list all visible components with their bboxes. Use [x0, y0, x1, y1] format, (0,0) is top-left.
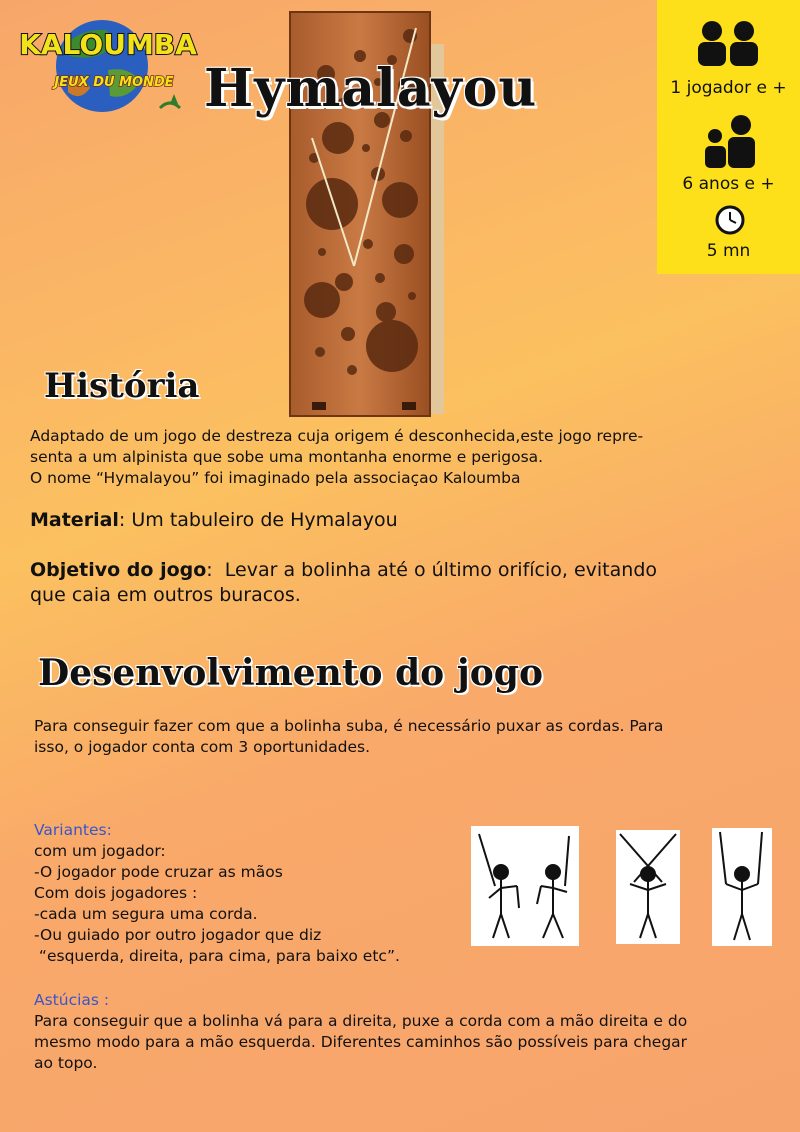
astucias-block: [34, 990, 784, 1074]
astucias-line: mesmo modo para a mão esquerda. Diferentes caminhos são possíveis para chegar: [34, 1033, 688, 1051]
adult-child-icon: [702, 114, 758, 170]
objetivo-label: Objetivo do jogo: [30, 559, 207, 581]
desenvolvimento-text: [34, 716, 774, 758]
logo-tagline: JEUX DU MONDE: [54, 75, 174, 90]
variantes-line: com um jogador:: [34, 842, 166, 860]
age-text: 6 anos e +: [682, 174, 775, 194]
desenvolvimento-line: isso, o jogador conta com 3 oportunidades.: [34, 738, 371, 756]
game-title: Hymalayou: [204, 58, 538, 119]
two-players-figure-image: [471, 826, 579, 946]
variantes-heading: Variantes:: [34, 821, 112, 839]
clock-icon: [715, 205, 745, 235]
desenvolvimento-line: Para conseguir fazer com que a bolinha suba, é necessário puxar as cordas. Para: [34, 717, 664, 735]
astucias-line: Para conseguir que a bolinha vá para a direita, puxe a corda com a mão direita e do: [34, 1012, 688, 1030]
historia-line: O nome “Hymalayou” foi imaginado pela associaçao Kaloumba: [30, 469, 521, 487]
two-players-icon: [695, 20, 761, 68]
objetivo-text-2: que caia em outros buracos.: [30, 584, 301, 606]
variantes-line: -O jogador pode cruzar as mãos: [34, 863, 283, 881]
astucias-heading: Astúcias :: [34, 991, 110, 1009]
duration-text: 5 mn: [706, 241, 751, 261]
material-text: : Um tabuleiro de Hymalayou: [118, 509, 398, 531]
one-player-figure-image: [712, 828, 772, 946]
players-text: 1 jogador e +: [670, 78, 787, 98]
variantes-line: -Ou guiado por outro jogador que diz: [34, 926, 322, 944]
astucias-line: ao topo.: [34, 1054, 98, 1072]
variantes-line: Com dois jogadores :: [34, 884, 198, 902]
historia-line: senta a um alpinista que sobe uma montanha enorme e perigosa.: [30, 448, 544, 466]
crossed-hands-figure-image: [616, 830, 680, 944]
variantes-line: -cada um segura uma corda.: [34, 905, 258, 923]
historia-heading: História: [44, 366, 200, 406]
kaloumba-logo: [10, 8, 206, 116]
info-panel: [657, 0, 800, 274]
objetivo-text: : Levar a bolinha até o último orifício, evitando: [206, 559, 657, 581]
desenvolvimento-heading: Desenvolvimento do jogo: [38, 652, 543, 694]
material-line: [30, 508, 770, 533]
objetivo-block: [30, 558, 780, 608]
historia-line: Adaptado de um jogo de destreza cuja origem é desconhecida,este jogo repre-: [30, 427, 644, 445]
historia-text: [30, 426, 770, 489]
material-label: Material: [30, 509, 119, 531]
logo-brand: KALOUMBA: [19, 28, 197, 61]
variantes-line: “esquerda, direita, para cima, para baixo etc”.: [34, 947, 400, 965]
variantes-block: [34, 820, 464, 967]
